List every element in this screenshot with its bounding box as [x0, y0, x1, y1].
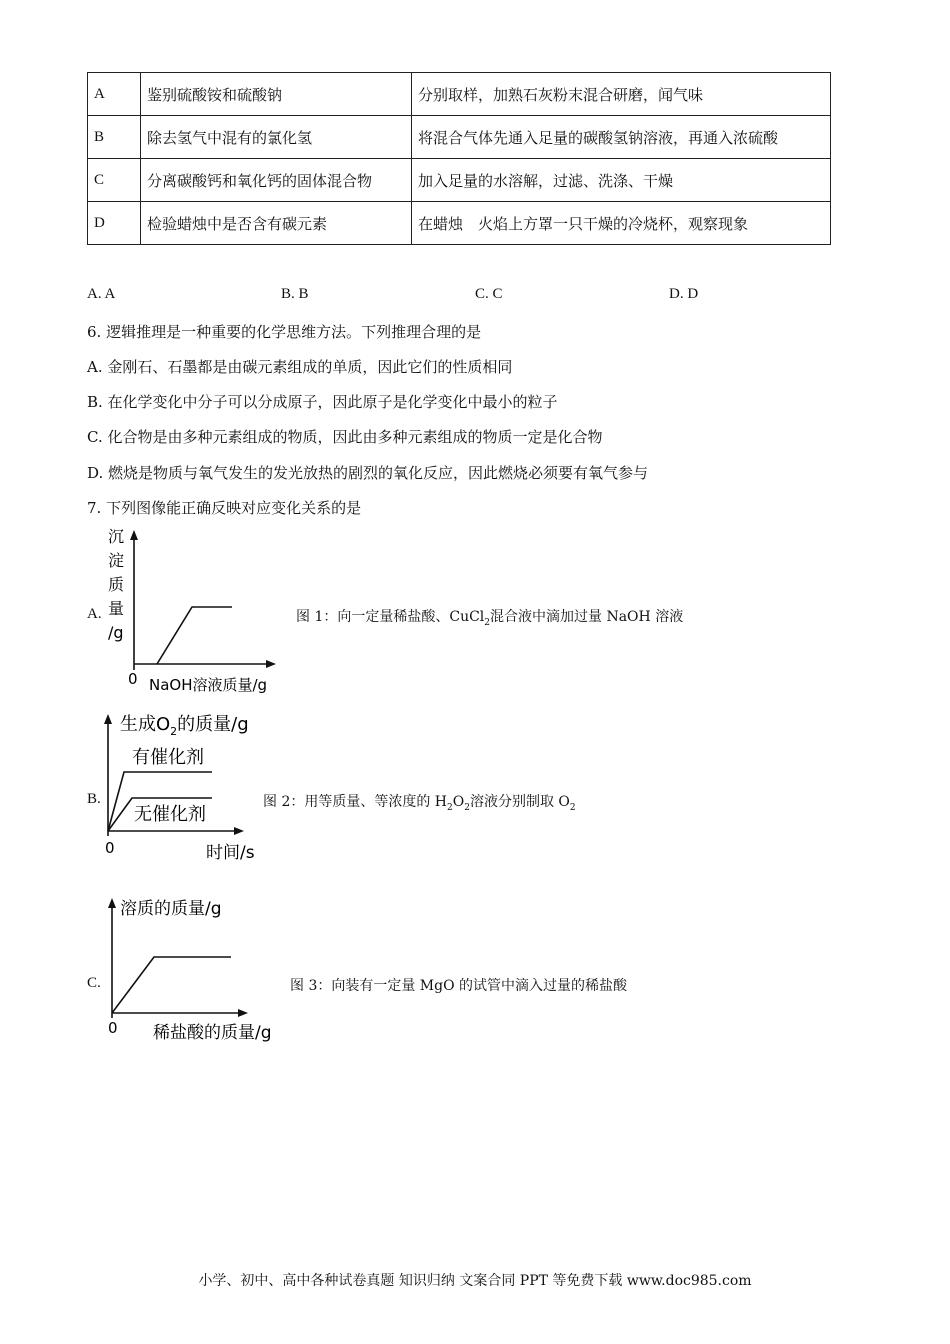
solute-curve — [112, 957, 231, 1013]
x-axis-label: NaOH溶液质量/g — [149, 676, 268, 694]
caption-subscript: 2 — [464, 802, 470, 813]
caption-text: 图 1：向一定量稀盐酸、CuCl — [296, 609, 485, 625]
q7-option-c-label[interactable]: C. — [87, 975, 101, 991]
x-axis-label: 时间/s — [206, 843, 255, 862]
q6-option-b[interactable]: B. 在化学变化中分子可以分成原子，因此原子是化学变化中最小的粒子 — [87, 393, 558, 411]
graph-2-caption — [263, 791, 576, 813]
y-label-subscript: 2 — [170, 725, 178, 738]
y-label-char: 量 — [108, 599, 125, 618]
y-label-text: 的质量/g — [177, 714, 249, 735]
row-purpose: 鉴别硫酸铵和硫酸钠 — [141, 73, 412, 116]
caption-text: 混合液中滴加过量 NaOH 溶液 — [490, 609, 684, 625]
graph-3-caption: 图 3：向装有一定量 MgO 的试管中滴入过量的稀盐酸 — [290, 978, 628, 994]
y-label-char: 淀 — [108, 551, 125, 570]
origin-label: 0 — [128, 670, 138, 688]
q7-option-a-label[interactable]: A. — [87, 606, 102, 622]
caption-subscript: 2 — [484, 617, 491, 628]
table-row — [88, 202, 831, 245]
caption-text: O — [452, 794, 465, 810]
graph-2 — [100, 706, 280, 862]
row-key: C — [88, 159, 141, 202]
x-axis-arrow-icon — [234, 827, 244, 835]
caption-text: 溶液分别制取 O — [469, 794, 570, 810]
q5-option-c[interactable]: C. C — [475, 286, 503, 302]
table-row — [88, 116, 831, 159]
x-axis-label: 稀盐酸的质量/g — [153, 1023, 272, 1043]
y-label-text: 生成O — [120, 714, 171, 735]
y-axis-label — [120, 714, 249, 738]
row-method: 分别取样，加熟石灰粉末混合研磨，闻气味 — [412, 73, 831, 116]
caption-subscript: 2 — [447, 802, 453, 813]
row-key: D — [88, 202, 141, 245]
y-axis-arrow-icon — [108, 898, 116, 908]
q7-option-b-label[interactable]: B. — [87, 791, 101, 807]
caption-text: 图 2：用等质量、等浓度的 H — [263, 794, 448, 810]
caption-subscript: 2 — [569, 802, 576, 813]
row-method: 将混合气体先通入足量的碳酸氢钠溶液，再通入浓硫酸 — [412, 116, 831, 159]
y-label-char: /g — [108, 623, 124, 642]
q6-option-d[interactable]: D. 燃烧是物质与氧气发生的发光放热的剧烈的氧化反应，因此燃烧必须要有氧气参与 — [87, 464, 649, 482]
graph-3 — [100, 890, 300, 1046]
q6-option-a[interactable]: A. 金刚石、石墨都是由碳元素组成的单质，因此它们的性质相同 — [87, 358, 513, 376]
row-purpose: 检验蜡烛中是否含有碳元素 — [141, 202, 412, 245]
y-axis-arrow-icon — [104, 714, 112, 724]
row-method: 在蜡烛 火焰上方罩一只干燥的冷烧杯，观察现象 — [412, 202, 831, 245]
y-axis-arrow-icon — [130, 530, 138, 540]
graph-1 — [100, 524, 300, 696]
catalyst-label: 有催化剂 — [132, 747, 204, 768]
table-row — [88, 73, 831, 116]
q5-option-d[interactable]: D. D — [669, 286, 699, 302]
row-purpose: 分离碳酸钙和氧化钙的固体混合物 — [141, 159, 412, 202]
precipitate-curve — [157, 607, 232, 664]
row-purpose: 除去氢气中混有的氯化氢 — [141, 116, 412, 159]
origin-label: 0 — [108, 1019, 118, 1037]
no-catalyst-label: 无催化剂 — [134, 804, 206, 825]
q5-option-b[interactable]: B. B — [281, 286, 309, 302]
q5-options-table — [87, 72, 831, 245]
y-axis-label: 溶质的质量/g — [120, 899, 222, 919]
x-axis-arrow-icon — [266, 660, 276, 668]
row-method: 加入足量的水溶解，过滤、洗涤、干燥 — [412, 159, 831, 202]
row-key: A — [88, 73, 141, 116]
q5-option-a[interactable]: A. A — [87, 286, 116, 302]
page-footer: 小学、初中、高中各种试卷真题 知识归纳 文案合同 PPT 等免费下载 www.doc985.com — [198, 1273, 752, 1289]
x-axis-arrow-icon — [238, 1009, 248, 1017]
graph-1-caption — [296, 606, 683, 628]
q7-stem: 7. 下列图像能正确反映对应变化关系的是 — [87, 499, 362, 517]
q6-option-c[interactable]: C. 化合物是由多种元素组成的物质，因此由多种元素组成的物质一定是化合物 — [87, 428, 603, 446]
origin-label: 0 — [105, 839, 115, 857]
row-key: B — [88, 116, 141, 159]
y-label-char: 质 — [108, 575, 125, 594]
table-row — [88, 159, 831, 202]
y-label-char: 沉 — [108, 527, 125, 546]
q6-stem: 6. 逻辑推理是一种重要的化学思维方法。下列推理合理的是 — [87, 323, 482, 341]
